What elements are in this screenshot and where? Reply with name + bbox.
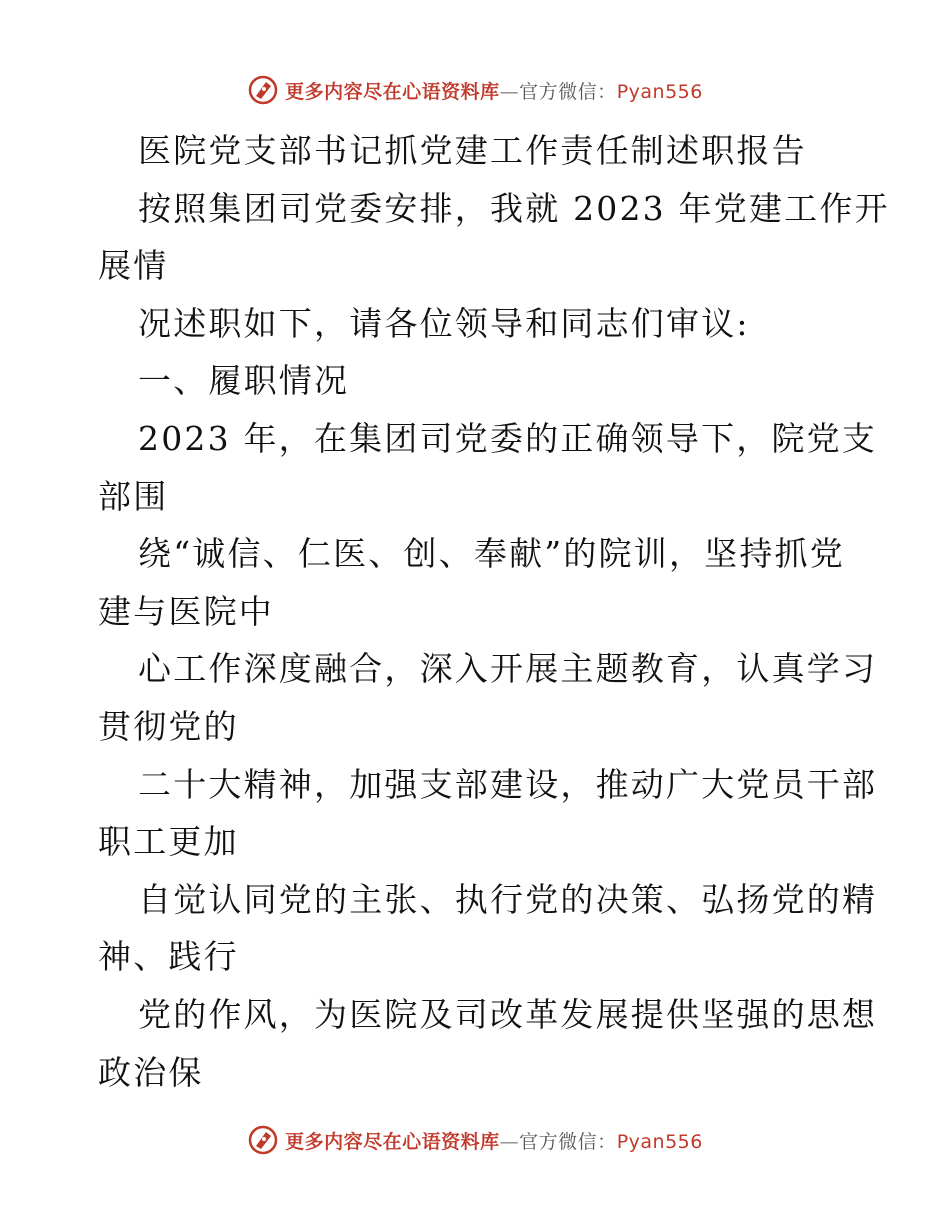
document-line: 二十大精神，加强支部建设，推动广大党员干部	[138, 764, 878, 804]
watermark-banner-top	[0, 70, 950, 110]
document-line: 职工更加	[98, 822, 239, 862]
document-line: 建与医院中	[98, 591, 274, 631]
pen-nib-logo-icon	[247, 1124, 279, 1156]
watermark-brand: 更多内容尽在心语资料库	[285, 1130, 500, 1153]
document-line: 党的作风，为医院及司改革发展提供坚强的思想	[138, 994, 878, 1034]
document-line: 绕“诚信、仁医、创、奉献”的院训，坚持抓党	[138, 534, 845, 574]
document-line: 神、践行	[98, 937, 239, 977]
watermark-wechat-label: 官方微信：	[519, 80, 617, 103]
document-line: 贯彻党的	[98, 706, 239, 746]
pen-nib-logo-icon	[247, 74, 279, 106]
document-line: 展情	[98, 246, 169, 286]
watermark-text	[285, 77, 703, 104]
watermark-wechat-id: Pyan556	[616, 1130, 703, 1153]
document-line: 部围	[98, 476, 169, 516]
watermark-wechat-label: 官方微信：	[519, 1130, 617, 1153]
document-line: 心工作深度融合，深入开展主题教育，认真学习	[138, 649, 878, 689]
document-line: 况述职如下，请各位领导和同志们审议:	[138, 303, 750, 343]
watermark-banner-bottom	[0, 1120, 950, 1160]
document-line: 政治保	[98, 1052, 204, 1092]
document-line: 一、履职情况	[138, 361, 350, 401]
document-line: 2023 年，在集团司党委的正确领导下，院党支	[138, 418, 878, 458]
watermark-separator: —	[499, 80, 520, 103]
document-line: 按照集团司党委安排，我就 2023 年党建工作开	[138, 188, 890, 228]
watermark-separator: —	[499, 1130, 520, 1153]
watermark-wechat-id: Pyan556	[616, 80, 703, 103]
watermark-text	[285, 1127, 703, 1154]
document-body	[98, 122, 890, 1101]
document-title: 医院党支部书记抓党建工作责任制述职报告	[138, 131, 807, 170]
document-line: 自觉认同党的主张、执行党的决策、弘扬党的精	[138, 879, 878, 919]
watermark-brand: 更多内容尽在心语资料库	[285, 80, 500, 103]
